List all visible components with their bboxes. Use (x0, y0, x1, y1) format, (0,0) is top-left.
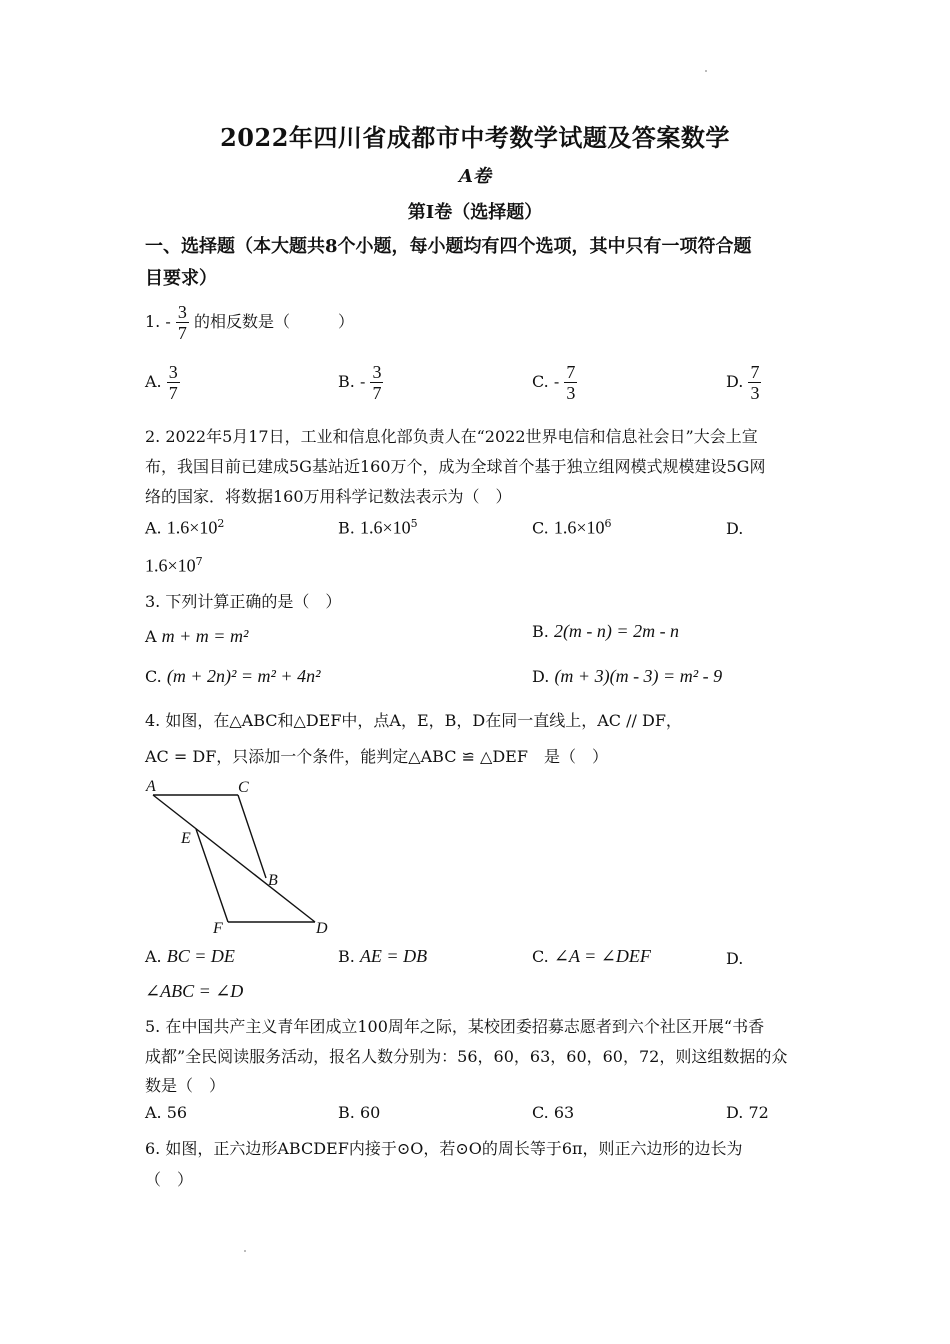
q3-stem: 3. 下列计算正确的是（ ） (145, 592, 342, 611)
option-label: B. (532, 622, 549, 641)
option-label: A. (145, 518, 162, 538)
section-heading-line1: 一、选择题（本大题共8个小题，每小题均有四个选项，其中只有一项符合题 (145, 236, 752, 257)
q5-option-a (145, 1103, 187, 1122)
q3-option-d (532, 666, 722, 687)
option-text: 1.6×10 (166, 517, 218, 538)
q5-line2: 成都”全民阅读服务活动，报名人数分别为：56，60，63，60，60，72，则这组数据的众 (145, 1047, 788, 1066)
q3-option-c (145, 666, 320, 687)
option-text: 60 (359, 1103, 381, 1122)
option-label: A. (145, 372, 162, 391)
label-C: C (238, 779, 249, 796)
q4-line1: 4. 如图，在△ABC和△DEF中，点A，E，B，D在同一直线上，AC // DF， (145, 711, 682, 730)
q1-option-b (338, 362, 383, 403)
q1-prefix: 1. - (145, 312, 171, 331)
option-label: D. (532, 667, 550, 686)
frac-num: 3 (372, 362, 382, 382)
q6-line1: 6. 如图，正六边形ABCDEF内接于⊙O，若⊙O的周长等于6π，则正六边形的边长为 (145, 1139, 743, 1158)
option-text: 2(m - n) = 2m - n (553, 621, 680, 641)
option-label: C. (532, 372, 549, 391)
section-heading-line2: 目要求） (145, 268, 217, 289)
option-exp: 5 (410, 517, 418, 530)
option-label: A. (145, 1103, 162, 1122)
frac-num: 7 (566, 362, 576, 382)
q6-line2: （ ） (145, 1170, 194, 1189)
option-text: 1.6×10 (553, 517, 605, 538)
label-A: A (146, 778, 156, 795)
volume-heading: A卷 (459, 166, 491, 187)
q1-option-c (532, 362, 577, 403)
option-text: m + m = m² (161, 626, 249, 646)
label-B: B (268, 872, 278, 889)
option-text: 63 (553, 1103, 575, 1122)
q4-line2: AC = DF，只添加一个条件，能判定△ABC ≌ △DEF 是（ ） (145, 747, 608, 766)
option-label: B. (338, 1103, 355, 1122)
q4-option-c (532, 946, 651, 967)
option-fraction (370, 362, 383, 403)
option-text: 72 (748, 1103, 769, 1122)
part-heading: 第Ⅰ卷（选择题） (407, 202, 543, 223)
option-label: C. (532, 1103, 549, 1122)
option-text: (m + 2n)² = m² + 4n² (166, 666, 321, 686)
option-label: B. (338, 947, 355, 966)
option-sign: - (359, 372, 366, 391)
q1-frac-den: 7 (177, 323, 187, 343)
q1-option-a (145, 362, 180, 403)
option-fraction (748, 362, 761, 403)
option-label: C. (532, 518, 549, 538)
option-label: D. (726, 1103, 744, 1122)
option-text: ∠A = ∠DEF (553, 946, 651, 966)
option-exp: 6 (604, 517, 612, 530)
option-exp: 2 (217, 517, 225, 530)
option-label: C. (145, 667, 162, 686)
option-text: AE = DB (359, 946, 428, 966)
q2-option-b (338, 517, 418, 538)
q2-line3: 络的国家．将数据160万用科学记数法表示为（ ） (145, 487, 512, 506)
frac-num: 3 (168, 362, 178, 382)
option-fraction (167, 362, 180, 403)
footer-mark (244, 1250, 246, 1252)
option-text: 1.6×10 (359, 517, 411, 538)
label-F: F (213, 920, 223, 937)
option-label: A. (145, 947, 162, 966)
segment-AD (153, 795, 315, 922)
q1-suffix: 的相反数是（ ） (193, 312, 354, 331)
q1-fraction (176, 302, 189, 343)
label-E: E (181, 830, 191, 847)
q4-geometry-figure (140, 772, 340, 940)
option-label: C. (532, 947, 549, 966)
option-label: B. (338, 518, 355, 538)
frac-den: 7 (372, 383, 382, 403)
question-1 (145, 302, 354, 343)
q1-option-d (726, 362, 761, 403)
option-fraction (564, 362, 577, 403)
option-label: B. (338, 372, 355, 391)
q4-option-d: ∠ABC = ∠D (145, 981, 244, 1001)
frac-den: 3 (566, 383, 576, 403)
option-text: 1.6×10 (145, 555, 196, 576)
option-exp: 7 (195, 555, 203, 568)
q2-option-d-label: D. (726, 519, 744, 538)
page-title: 2022年四川省成都市中考数学试题及答案数学 (220, 123, 730, 152)
q3-option-a (145, 626, 248, 647)
option-text: BC = DE (166, 946, 235, 966)
q5-option-b (338, 1103, 380, 1122)
q2-option-d (145, 555, 203, 576)
label-D: D (316, 920, 328, 937)
q2-line2: 布，我国目前已建成5G基站近160万个，成为全球首个基于独立组网模式规模建设5G网 (145, 457, 766, 476)
option-label: D. (726, 372, 744, 391)
corner-mark (705, 70, 707, 72)
option-text: 56 (166, 1103, 188, 1122)
q2-line1: 2. 2022年5月17日，工业和信息化部负责人在“2022世界电信和信息社会日”大会上宣 (145, 427, 758, 446)
q2-option-a (145, 517, 224, 538)
frac-num: 7 (750, 362, 760, 382)
q2-option-c (532, 517, 612, 538)
option-text: (m + 3)(m - 3) = m² - 9 (554, 666, 723, 686)
q5-option-c (532, 1103, 574, 1122)
q5-line1: 5. 在中国共产主义青年团成立100周年之际，某校团委招募志愿者到六个社区开展“书香 (145, 1017, 765, 1036)
q3-option-b (532, 621, 679, 642)
frac-den: 3 (750, 383, 760, 403)
q1-frac-num: 3 (177, 302, 187, 322)
q4-option-a (145, 946, 235, 967)
option-sign: - (553, 372, 560, 391)
q4-option-d-label: D. (726, 949, 744, 968)
q5-option-d (726, 1103, 769, 1122)
option-label: A (145, 627, 157, 646)
q5-line3: 数是（ ） (145, 1076, 226, 1095)
frac-den: 7 (168, 383, 178, 403)
q4-option-b (338, 946, 427, 967)
segment-EF (196, 829, 228, 922)
